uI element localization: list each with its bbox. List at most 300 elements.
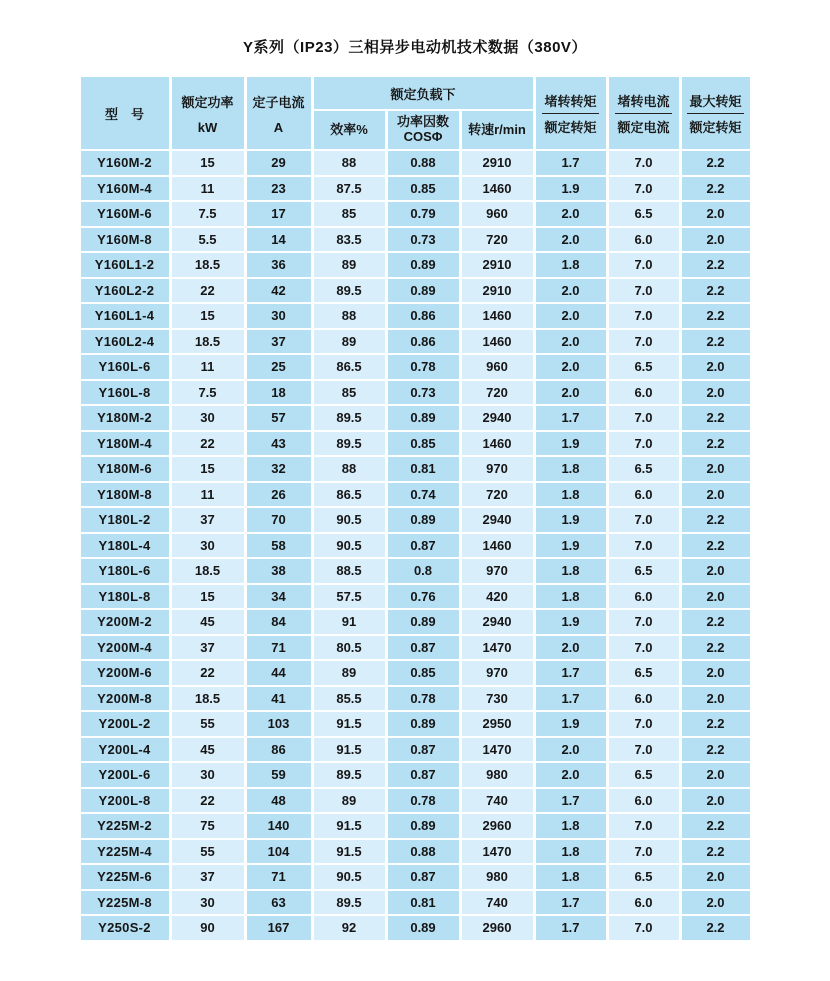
model-cell: Y180L-2 <box>81 508 169 532</box>
value-cell: 1.8 <box>536 457 606 481</box>
header-rated-power <box>172 77 244 149</box>
value-cell: 75 <box>172 814 244 838</box>
value-cell: 30 <box>172 891 244 915</box>
value-cell: 2960 <box>462 916 533 940</box>
value-cell: 83.5 <box>314 228 385 252</box>
value-cell: 0.87 <box>388 763 459 787</box>
value-cell: 2.0 <box>682 891 750 915</box>
value-cell: 2.2 <box>682 304 750 328</box>
value-cell: 2910 <box>462 279 533 303</box>
header-stator-current-unit: A <box>273 119 284 135</box>
value-cell: 2910 <box>462 151 533 175</box>
value-cell: 30 <box>172 406 244 430</box>
value-cell: 23 <box>247 177 311 201</box>
value-cell: 63 <box>247 891 311 915</box>
header-locked-current-ratio <box>609 77 679 149</box>
table-row <box>81 279 750 303</box>
value-cell: 0.73 <box>388 381 459 405</box>
value-cell: 730 <box>462 687 533 711</box>
table-row <box>81 738 750 762</box>
value-cell: 88 <box>314 457 385 481</box>
value-cell: 91.5 <box>314 738 385 762</box>
table-row <box>81 534 750 558</box>
model-cell: Y225M-6 <box>81 865 169 889</box>
value-cell: 0.85 <box>388 661 459 685</box>
value-cell: 30 <box>247 304 311 328</box>
value-cell: 34 <box>247 585 311 609</box>
table-row <box>81 508 750 532</box>
model-cell: Y160M-2 <box>81 151 169 175</box>
value-cell: 1.8 <box>536 840 606 864</box>
value-cell: 0.89 <box>388 916 459 940</box>
value-cell: 167 <box>247 916 311 940</box>
page-title: Y系列（IP23）三相异步电动机技术数据（380V） <box>243 39 587 56</box>
value-cell: 6.5 <box>609 763 679 787</box>
value-cell: 2.0 <box>682 789 750 813</box>
table-row <box>81 381 750 405</box>
table-row <box>81 228 750 252</box>
header-stator-current <box>247 77 311 149</box>
value-cell: 0.87 <box>388 865 459 889</box>
value-cell: 980 <box>462 763 533 787</box>
value-cell: 91.5 <box>314 712 385 736</box>
value-cell: 2.2 <box>682 738 750 762</box>
value-cell: 2.0 <box>536 202 606 226</box>
value-cell: 18 <box>247 381 311 405</box>
value-cell: 18.5 <box>172 253 244 277</box>
value-cell: 7.0 <box>609 508 679 532</box>
value-cell: 0.87 <box>388 738 459 762</box>
value-cell: 7.0 <box>609 177 679 201</box>
value-cell: 1470 <box>462 636 533 660</box>
value-cell: 2.2 <box>682 279 750 303</box>
header-max-torque-ratio <box>682 77 750 149</box>
value-cell: 85.5 <box>314 687 385 711</box>
header-max-torque-denominator: 额定转矩 <box>689 119 742 135</box>
value-cell: 1.8 <box>536 814 606 838</box>
value-cell: 2.2 <box>682 406 750 430</box>
value-cell: 0.86 <box>388 304 459 328</box>
value-cell: 2.0 <box>682 559 750 583</box>
value-cell: 84 <box>247 610 311 634</box>
value-cell: 37 <box>172 865 244 889</box>
model-cell: Y225M-2 <box>81 814 169 838</box>
value-cell: 37 <box>172 508 244 532</box>
value-cell: 92 <box>314 916 385 940</box>
model-cell: Y180L-4 <box>81 534 169 558</box>
table-row <box>81 585 750 609</box>
value-cell: 0.89 <box>388 279 459 303</box>
value-cell: 70 <box>247 508 311 532</box>
value-cell: 71 <box>247 636 311 660</box>
value-cell: 970 <box>462 661 533 685</box>
header-stator-current-label: 定子电流 <box>252 94 305 110</box>
value-cell: 7.0 <box>609 738 679 762</box>
value-cell: 18.5 <box>172 559 244 583</box>
value-cell: 1.7 <box>536 789 606 813</box>
value-cell: 55 <box>172 840 244 864</box>
table-row <box>81 814 750 838</box>
model-cell: Y180M-2 <box>81 406 169 430</box>
table-row <box>81 763 750 787</box>
model-cell: Y160L1-4 <box>81 304 169 328</box>
value-cell: 0.86 <box>388 330 459 354</box>
value-cell: 7.0 <box>609 534 679 558</box>
value-cell: 0.87 <box>388 636 459 660</box>
value-cell: 89.5 <box>314 406 385 430</box>
model-cell: Y160L2-4 <box>81 330 169 354</box>
header-locked-torque-numerator: 堵转转矩 <box>544 93 597 109</box>
value-cell: 104 <box>247 840 311 864</box>
header-locked-torque-ratio <box>536 77 606 149</box>
value-cell: 2.0 <box>682 661 750 685</box>
value-cell: 18.5 <box>172 330 244 354</box>
value-cell: 44 <box>247 661 311 685</box>
value-cell: 91.5 <box>314 814 385 838</box>
value-cell: 1.9 <box>536 610 606 634</box>
table-row <box>81 177 750 201</box>
value-cell: 88 <box>314 304 385 328</box>
model-cell: Y225M-4 <box>81 840 169 864</box>
table-row <box>81 483 750 507</box>
header-rated-power-unit: kW <box>197 119 218 135</box>
value-cell: 2.0 <box>536 304 606 328</box>
model-cell: Y160M-8 <box>81 228 169 252</box>
value-cell: 85 <box>314 202 385 226</box>
value-cell: 6.5 <box>609 865 679 889</box>
table-row <box>81 253 750 277</box>
value-cell: 58 <box>247 534 311 558</box>
value-cell: 140 <box>247 814 311 838</box>
value-cell: 15 <box>172 151 244 175</box>
value-cell: 0.78 <box>388 789 459 813</box>
value-cell: 89.5 <box>314 763 385 787</box>
value-cell: 720 <box>462 228 533 252</box>
model-cell: Y160L2-2 <box>81 279 169 303</box>
value-cell: 2.0 <box>536 636 606 660</box>
value-cell: 15 <box>172 304 244 328</box>
value-cell: 2.0 <box>682 865 750 889</box>
value-cell: 89 <box>314 661 385 685</box>
value-cell: 30 <box>172 763 244 787</box>
model-cell: Y200L-8 <box>81 789 169 813</box>
table-row <box>81 661 750 685</box>
model-cell: Y200M-8 <box>81 687 169 711</box>
value-cell: 2.2 <box>682 610 750 634</box>
value-cell: 2.0 <box>682 228 750 252</box>
value-cell: 22 <box>172 789 244 813</box>
value-cell: 6.0 <box>609 483 679 507</box>
value-cell: 25 <box>247 355 311 379</box>
table-row <box>81 559 750 583</box>
table-header <box>81 77 750 149</box>
value-cell: 2.0 <box>536 738 606 762</box>
value-cell: 90.5 <box>314 534 385 558</box>
table-row <box>81 865 750 889</box>
model-cell: Y250S-2 <box>81 916 169 940</box>
value-cell: 1470 <box>462 738 533 762</box>
value-cell: 0.73 <box>388 228 459 252</box>
value-cell: 91 <box>314 610 385 634</box>
table-row <box>81 916 750 940</box>
value-cell: 970 <box>462 559 533 583</box>
value-cell: 2960 <box>462 814 533 838</box>
value-cell: 2.0 <box>682 585 750 609</box>
value-cell: 0.89 <box>388 610 459 634</box>
value-cell: 0.85 <box>388 177 459 201</box>
value-cell: 2.2 <box>682 330 750 354</box>
value-cell: 1460 <box>462 330 533 354</box>
table-row <box>81 636 750 660</box>
table-row <box>81 687 750 711</box>
value-cell: 90 <box>172 916 244 940</box>
value-cell: 0.79 <box>388 202 459 226</box>
value-cell: 80.5 <box>314 636 385 660</box>
value-cell: 1470 <box>462 840 533 864</box>
value-cell: 71 <box>247 865 311 889</box>
value-cell: 1.7 <box>536 687 606 711</box>
value-cell: 6.0 <box>609 891 679 915</box>
motor-data-table <box>78 75 753 942</box>
value-cell: 90.5 <box>314 865 385 889</box>
value-cell: 91.5 <box>314 840 385 864</box>
value-cell: 89 <box>314 789 385 813</box>
table-row <box>81 330 750 354</box>
header-power-factor-label: 功率因数 <box>396 114 449 130</box>
value-cell: 1.8 <box>536 483 606 507</box>
model-cell: Y200L-2 <box>81 712 169 736</box>
header-locked-current-denominator: 额定电流 <box>617 119 670 135</box>
value-cell: 720 <box>462 381 533 405</box>
value-cell: 1.7 <box>536 916 606 940</box>
value-cell: 2.2 <box>682 432 750 456</box>
value-cell: 6.0 <box>609 585 679 609</box>
value-cell: 2.2 <box>682 253 750 277</box>
table-row <box>81 432 750 456</box>
value-cell: 6.5 <box>609 202 679 226</box>
header-efficiency: 效率% <box>314 111 385 149</box>
value-cell: 11 <box>172 483 244 507</box>
value-cell: 970 <box>462 457 533 481</box>
value-cell: 2.2 <box>682 814 750 838</box>
value-cell: 7.0 <box>609 330 679 354</box>
value-cell: 2950 <box>462 712 533 736</box>
value-cell: 0.74 <box>388 483 459 507</box>
model-cell: Y180M-4 <box>81 432 169 456</box>
value-cell: 2.0 <box>682 483 750 507</box>
value-cell: 0.81 <box>388 891 459 915</box>
value-cell: 7.0 <box>609 304 679 328</box>
value-cell: 89 <box>314 330 385 354</box>
model-cell: Y180M-8 <box>81 483 169 507</box>
value-cell: 30 <box>172 534 244 558</box>
value-cell: 37 <box>172 636 244 660</box>
value-cell: 1460 <box>462 177 533 201</box>
value-cell: 6.0 <box>609 381 679 405</box>
model-cell: Y200M-4 <box>81 636 169 660</box>
model-cell: Y160L1-2 <box>81 253 169 277</box>
value-cell: 86.5 <box>314 355 385 379</box>
value-cell: 1.8 <box>536 585 606 609</box>
table-row <box>81 840 750 864</box>
header-power-factor <box>388 111 459 149</box>
value-cell: 2.0 <box>682 381 750 405</box>
value-cell: 720 <box>462 483 533 507</box>
value-cell: 86.5 <box>314 483 385 507</box>
value-cell: 2.0 <box>682 202 750 226</box>
table-row <box>81 610 750 634</box>
header-power-factor-symbol: COSΦ <box>403 129 443 144</box>
value-cell: 2.2 <box>682 840 750 864</box>
value-cell: 17 <box>247 202 311 226</box>
value-cell: 0.8 <box>388 559 459 583</box>
value-cell: 2.0 <box>536 228 606 252</box>
value-cell: 2910 <box>462 253 533 277</box>
value-cell: 1460 <box>462 304 533 328</box>
value-cell: 740 <box>462 891 533 915</box>
value-cell: 41 <box>247 687 311 711</box>
value-cell: 2.0 <box>536 330 606 354</box>
model-cell: Y225M-8 <box>81 891 169 915</box>
value-cell: 1.8 <box>536 865 606 889</box>
header-locked-current-numerator: 堵转电流 <box>617 93 670 109</box>
value-cell: 7.5 <box>172 381 244 405</box>
value-cell: 1.9 <box>536 534 606 558</box>
value-cell: 1.8 <box>536 559 606 583</box>
table-row <box>81 712 750 736</box>
value-cell: 2.0 <box>536 279 606 303</box>
table-body <box>81 151 750 940</box>
value-cell: 11 <box>172 177 244 201</box>
value-cell: 2.2 <box>682 916 750 940</box>
value-cell: 7.5 <box>172 202 244 226</box>
table-row <box>81 202 750 226</box>
value-cell: 2.0 <box>536 355 606 379</box>
model-cell: Y160L-6 <box>81 355 169 379</box>
model-cell: Y200M-2 <box>81 610 169 634</box>
value-cell: 2.2 <box>682 177 750 201</box>
value-cell: 88 <box>314 151 385 175</box>
value-cell: 32 <box>247 457 311 481</box>
value-cell: 7.0 <box>609 610 679 634</box>
value-cell: 48 <box>247 789 311 813</box>
value-cell: 740 <box>462 789 533 813</box>
value-cell: 43 <box>247 432 311 456</box>
table-row <box>81 457 750 481</box>
model-cell: Y160M-4 <box>81 177 169 201</box>
value-cell: 1460 <box>462 432 533 456</box>
value-cell: 2940 <box>462 406 533 430</box>
value-cell: 2.2 <box>682 712 750 736</box>
value-cell: 0.89 <box>388 253 459 277</box>
value-cell: 36 <box>247 253 311 277</box>
value-cell: 90.5 <box>314 508 385 532</box>
header-rated-load-group: 额定负载下 <box>314 77 533 109</box>
value-cell: 45 <box>172 738 244 762</box>
value-cell: 960 <box>462 202 533 226</box>
value-cell: 18.5 <box>172 687 244 711</box>
model-cell: Y180L-8 <box>81 585 169 609</box>
value-cell: 980 <box>462 865 533 889</box>
value-cell: 0.81 <box>388 457 459 481</box>
value-cell: 89.5 <box>314 891 385 915</box>
value-cell: 2940 <box>462 610 533 634</box>
value-cell: 0.76 <box>388 585 459 609</box>
value-cell: 1.9 <box>536 712 606 736</box>
value-cell: 2.2 <box>682 508 750 532</box>
value-cell: 11 <box>172 355 244 379</box>
header-rated-power-label: 额定功率 <box>181 94 234 110</box>
value-cell: 1.9 <box>536 508 606 532</box>
value-cell: 29 <box>247 151 311 175</box>
table-row <box>81 789 750 813</box>
value-cell: 26 <box>247 483 311 507</box>
value-cell: 2940 <box>462 508 533 532</box>
model-cell: Y180M-6 <box>81 457 169 481</box>
value-cell: 1460 <box>462 534 533 558</box>
value-cell: 45 <box>172 610 244 634</box>
value-cell: 960 <box>462 355 533 379</box>
value-cell: 7.0 <box>609 814 679 838</box>
value-cell: 85 <box>314 381 385 405</box>
value-cell: 1.8 <box>536 253 606 277</box>
table-row <box>81 355 750 379</box>
value-cell: 59 <box>247 763 311 787</box>
value-cell: 6.5 <box>609 355 679 379</box>
value-cell: 89 <box>314 253 385 277</box>
value-cell: 2.0 <box>682 355 750 379</box>
value-cell: 22 <box>172 279 244 303</box>
value-cell: 7.0 <box>609 253 679 277</box>
value-cell: 7.0 <box>609 151 679 175</box>
value-cell: 2.2 <box>682 151 750 175</box>
value-cell: 86 <box>247 738 311 762</box>
value-cell: 38 <box>247 559 311 583</box>
value-cell: 22 <box>172 661 244 685</box>
value-cell: 6.5 <box>609 559 679 583</box>
value-cell: 6.0 <box>609 687 679 711</box>
value-cell: 420 <box>462 585 533 609</box>
value-cell: 7.0 <box>609 840 679 864</box>
value-cell: 103 <box>247 712 311 736</box>
table-row <box>81 406 750 430</box>
model-cell: Y160M-6 <box>81 202 169 226</box>
value-cell: 7.0 <box>609 636 679 660</box>
table-row <box>81 151 750 175</box>
value-cell: 5.5 <box>172 228 244 252</box>
value-cell: 57 <box>247 406 311 430</box>
value-cell: 0.89 <box>388 508 459 532</box>
value-cell: 1.7 <box>536 406 606 430</box>
value-cell: 7.0 <box>609 406 679 430</box>
value-cell: 87.5 <box>314 177 385 201</box>
value-cell: 6.0 <box>609 228 679 252</box>
value-cell: 2.0 <box>682 687 750 711</box>
table-row <box>81 891 750 915</box>
value-cell: 89.5 <box>314 279 385 303</box>
value-cell: 0.88 <box>388 840 459 864</box>
value-cell: 7.0 <box>609 916 679 940</box>
header-locked-torque-denominator: 额定转矩 <box>544 119 597 135</box>
value-cell: 88.5 <box>314 559 385 583</box>
value-cell: 2.2 <box>682 534 750 558</box>
value-cell: 1.7 <box>536 891 606 915</box>
header-model-label: 型 号 <box>104 106 144 122</box>
value-cell: 55 <box>172 712 244 736</box>
value-cell: 0.85 <box>388 432 459 456</box>
model-cell: Y200L-4 <box>81 738 169 762</box>
value-cell: 2.0 <box>536 763 606 787</box>
